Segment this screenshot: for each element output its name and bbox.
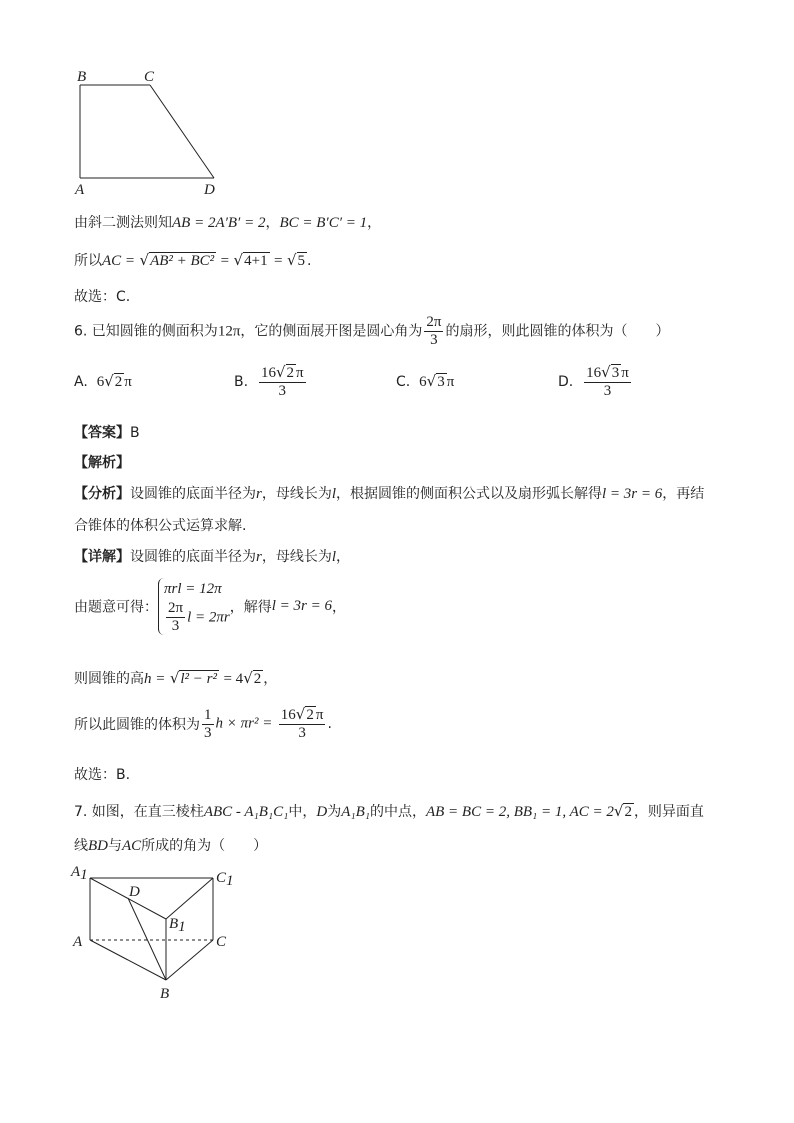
- edge-AB: [90, 940, 166, 980]
- label-A: A: [73, 934, 83, 950]
- q6-stem: 6. 已知圆锥的侧面积为12π，它的侧面展开图是圆心角为 $\frac{2\pi}{3}$ 的扇形，则此圆锥的体积为（ ）: [74, 314, 670, 348]
- prism-figure: [66, 862, 246, 1008]
- prev-choice: 故选：C.: [74, 289, 131, 305]
- label-C: C: [216, 934, 227, 950]
- q6-volume-line: 所以此圆锥的体积为 $\frac{1}{3}$ h × πr² = $\frac{16√2 \pi}{3}$ .: [74, 705, 332, 741]
- label-A1: A1: [71, 864, 88, 883]
- q6-choice: 故选：B.: [74, 767, 131, 783]
- q6-option-c: C. 6√3 π: [396, 372, 455, 390]
- edge-B1C1: [166, 878, 213, 919]
- q6-option-a: A. 6√2 π: [74, 372, 132, 390]
- q6-answer: 【答案】B: [74, 425, 140, 441]
- q6-option-d: D. $\frac{16√3 \pi}{3}$: [558, 363, 629, 399]
- label-B: B: [77, 69, 87, 85]
- q7-stem-line-2: 线BD与AC所成的角为（ ）: [74, 838, 268, 854]
- prev-line-1: 由斜二测法则知AB = 2A′B′ = 2，BC = B′C′ = 1，: [74, 215, 382, 231]
- prev-line-2: 所以AC = √AB² + BC² = √4+1 = √5 .: [74, 251, 312, 269]
- equation-system: πrl = 12π $\frac{2\pi}{3}$ l = 2πr: [158, 578, 230, 635]
- q6-analysis-label: 【解析】: [74, 455, 130, 471]
- q6-fenxi-line-2: 合锥体的体积公式运算求解.: [74, 518, 247, 534]
- q6-option-b: B. $\frac{16√2 \pi}{3}$: [234, 363, 304, 399]
- label-A: A: [75, 182, 85, 198]
- label-D: D: [204, 182, 215, 198]
- q6-angle-fraction: $\frac{2\pi}{3}$: [426, 314, 442, 348]
- label-C: C: [144, 69, 155, 85]
- q7-stem-line-1: 7. 如图，在直三棱柱ABC - A₁B₁C₁中，D为A₁B₁的中点，AB = BC = 2, BB₁ = 1, AC = 2√2 ，则异面直: [74, 802, 704, 820]
- label-C1: C1: [216, 870, 234, 889]
- trapezoid-figure: [70, 64, 230, 204]
- q6-height-line: 则圆锥的高h = √l² − r² = 4√2 ，: [74, 669, 278, 687]
- edge-CD: [150, 85, 214, 178]
- q6-xiangjie-line: 【详解】设圆锥的底面半径为r，母线长为l，: [74, 549, 351, 565]
- label-D: D: [129, 884, 140, 900]
- q6-system-line: 由题意可得： πrl = 12π $\frac{2\pi}{3}$ l = 2πr ，解得l = 3r = 6，: [74, 578, 346, 635]
- segment-BD: [128, 898, 166, 980]
- label-B: B: [160, 986, 170, 1002]
- edge-BC: [166, 940, 213, 980]
- q6-fenxi-line-1: 【分析】设圆锥的底面半径为r，母线长为l，根据圆锥的侧面积公式以及扇形弧长解得l = 3r = 6，再结: [74, 486, 705, 502]
- label-B1: B1: [169, 916, 186, 935]
